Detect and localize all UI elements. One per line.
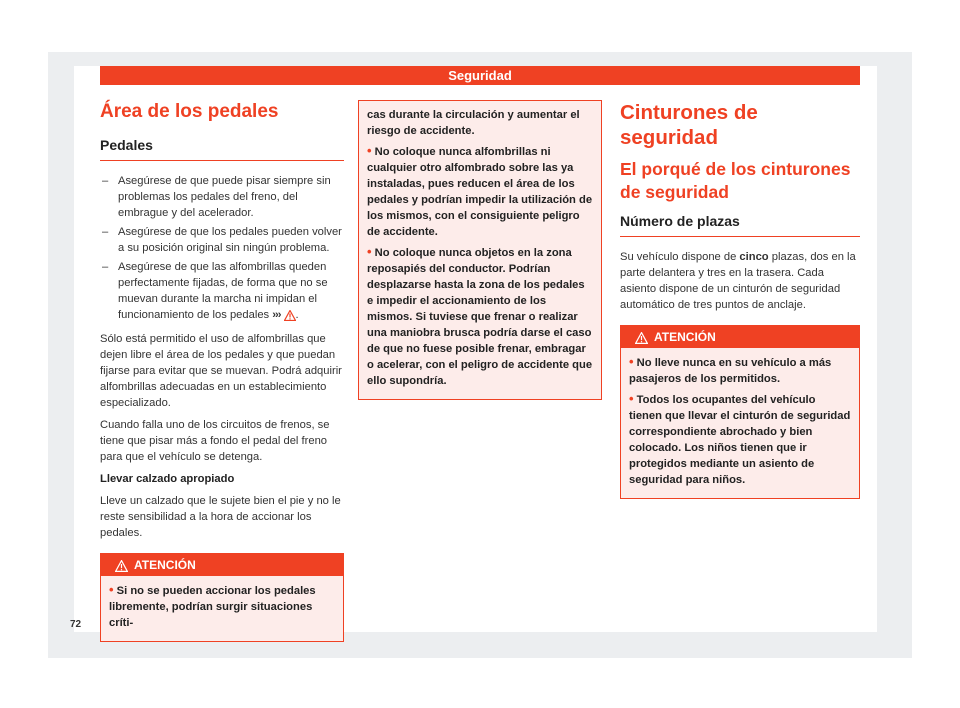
warning-item: • Si no se pueden accionar los pedales libremente, podrían surgir situaciones críti- bbox=[109, 582, 316, 629]
warning-body bbox=[101, 576, 343, 641]
warning-item: • No coloque nunca alfombrillas ni cualquier otro alfombrado sobre las ya instaladas, pues reducen el área de los pedales y podrían impedir la utilización de los mismos, con el consiguiente peligro de accidente. bbox=[367, 143, 593, 238]
paragraph: Lleve un calzado que le sujete bien el pie y no le reste sensibilidad a la hora de accionar los pedales. bbox=[100, 495, 341, 539]
reference-arrows: ››› bbox=[272, 309, 281, 321]
warning-icon bbox=[635, 332, 648, 344]
warning-body bbox=[359, 101, 601, 399]
column-left bbox=[100, 100, 344, 642]
warning-continuation: cas durante la circulación y aumentar el riesgo de accidente. bbox=[367, 109, 580, 137]
list-item: – Asegúrese de que puede pisar siempre sin problemas los pedales del freno, del embrague y del acelerador. bbox=[102, 175, 331, 219]
warning-item: • Todos los ocupantes del vehículo tienen que llevar el cinturón de seguridad correspondiente abrochado y bien colocado. Los niños tienen que ir protegidos mediante un asiento de seguridad para niños. bbox=[629, 391, 851, 486]
column-right bbox=[620, 100, 860, 499]
paragraph: Sólo está permitido el uso de alfombrillas que dejen libre el área de los pedales y que puedan fijarse para evitar que se muevan. Podrá adquirir alfombrillas adecuadas en un establecimiento especializado. bbox=[100, 333, 342, 409]
column-middle bbox=[358, 100, 602, 400]
warning-item: • No lleve nunca en su vehículo a más pasajeros de los permitidos. bbox=[629, 354, 832, 385]
page-title: Área de los pedales bbox=[100, 101, 279, 122]
subheading: Llevar calzado apropiado bbox=[100, 473, 235, 485]
warning-box bbox=[100, 553, 344, 642]
subsection-heading: Número de plazas bbox=[620, 212, 860, 237]
paragraph: Su vehículo dispone de cinco plazas, dos en la parte delantera y tres en la trasera. Cada asiento dispone de un cinturón de seguridad automático de tres puntos de anclaje. bbox=[620, 251, 856, 311]
warning-body bbox=[621, 348, 859, 498]
section-header: Seguridad bbox=[100, 66, 860, 85]
paragraph: Cuando falla uno de los circuitos de frenos, se tiene que pisar más a fondo el pedal del freno para que el vehículo se detenga. bbox=[100, 419, 330, 463]
warning-header: ATENCIÓN bbox=[101, 554, 343, 576]
chapter-title: Cinturones de seguridad bbox=[620, 101, 758, 149]
warning-icon bbox=[284, 310, 296, 321]
section-heading-pedales: Pedales bbox=[100, 136, 344, 161]
warning-box bbox=[620, 325, 860, 499]
warning-item: • No coloque nunca objetos en la zona reposapiés del conductor. Podrían desplazarse hasta la zona de los pedales e impedir el accionamiento de los mismos. Si tuviese que frenar o realizar una maniobra brusca podría darse el caso de que no fuese posible frenar, embragar o acelerar, con el peligro de accidente que ello supondría. bbox=[367, 244, 593, 387]
list-item: – Asegúrese de que las alfombrillas queden perfectamente fijadas, de forma que no se muevan durante la marcha ni impidan el funcionamiento de los pedales ››› . bbox=[102, 261, 328, 321]
warning-icon bbox=[115, 560, 128, 572]
list-item: – Asegúrese de que los pedales pueden volver a su posición original sin ningún problema. bbox=[102, 226, 342, 254]
page-number: 72 bbox=[70, 619, 82, 630]
section-title: El porqué de los cinturones de seguridad bbox=[620, 159, 851, 202]
warning-header: ATENCIÓN bbox=[621, 326, 859, 348]
instruction-list bbox=[100, 173, 344, 323]
warning-box-continued bbox=[358, 100, 602, 400]
